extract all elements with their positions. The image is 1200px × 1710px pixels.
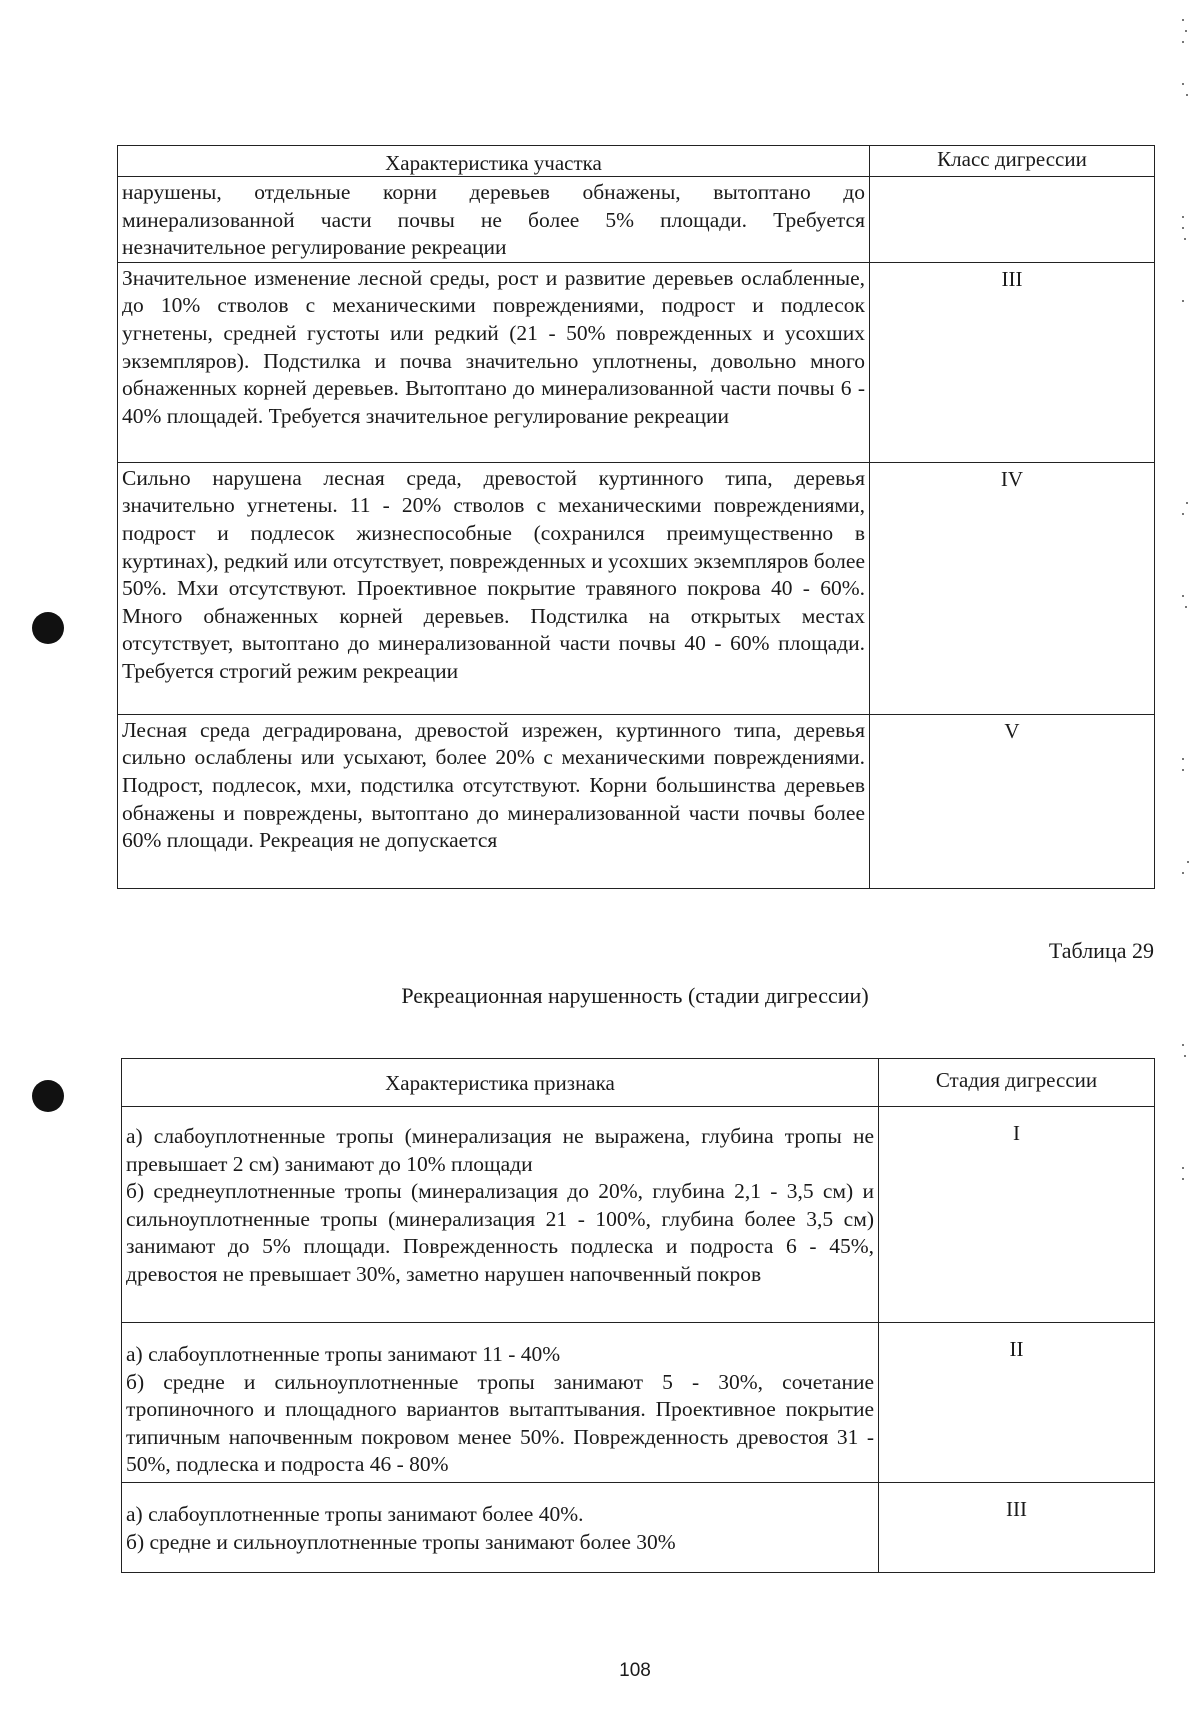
row-item-b: б) средне и сильноуплотненные тропы занимают 5 - 30%, сочетание тропиночного и площадного вариантов вытаптывания. Проективное покрытие типичным напочвенным покровом менее 50%. Поврежденность древостоя 31 - 50%, подлеска и подроста 46 - 80% [126, 1369, 874, 1477]
table-row [118, 262, 1155, 462]
table-number-label: Таблица 29 [1048, 938, 1154, 963]
scan-noise-right [1178, 10, 1192, 1700]
row-description: Лесная среда деградирована, древостой изрежен, куртинного типа, деревья сильно ослаблены или усыхают, более 20% с механическими повреждениями. Подрост, подлесок, мхи, подстилка отсутствуют. Корни большинства деревьев обнажены и повреждены, вытоптано до минерализованной части почвы более 60% площади. Рекреация не допускается [122, 717, 865, 853]
table-row [122, 1323, 1155, 1483]
column-header-feature: Характеристика признака [122, 1059, 879, 1107]
column-header-characteristic: Характеристика участка [118, 146, 870, 177]
row-class: IV [1000, 466, 1024, 491]
column-header-stage: Стадия дигрессии [879, 1059, 1155, 1107]
row-item-b: б) средне и сильноуплотненные тропы занимают более 30% [126, 1529, 676, 1554]
table-header-row [118, 146, 1155, 177]
row-item-b: б) среднеуплотненные тропы (минерализация до 20%, глубина 2,1 - 3,5 см) и сильноуплотненные тропы (минерализация 21 - 100%, глубина более 3,5 см) занимают до 5% площади. Поврежденность подлеска и подроста 6 - 45%, древостоя не превышает 30%, заметно нарушен напочвенный покров [126, 1179, 874, 1286]
table-row [118, 462, 1155, 714]
row-stage: II [1009, 1337, 1024, 1361]
row-item-a: а) слабоуплотненные тропы занимают более 40%. [126, 1502, 584, 1526]
digression-class-table [117, 145, 1155, 889]
row-description: нарушены, отдельные корни деревьев обнажены, вытоптано до минерализованной части почвы не более 5% площади. Требуется незначительное регулирование рекреации [122, 180, 865, 260]
row-description: Значительное изменение лесной среды, рост и развитие деревьев ослабленные, до 10% стволов с механическими повреждениями, подрост и подлесок угнетены, средней густоты или редкий (21 - 50% поврежденных и усохших экземпляров). Подстилка и почва значительно уплотнены, довольно много обнаженных корней деревьев. Вытоптано до минерализованной части почвы 6 - 40% площадей. Требуется значительное регулирование рекреации [122, 265, 865, 428]
row-stage: III [1006, 1497, 1027, 1521]
digression-stage-table [121, 1058, 1155, 1573]
table-title: Рекреационная нарушенность (стадии дигрессии) [401, 983, 869, 1008]
row-stage: I [1013, 1121, 1020, 1145]
punch-hole-bottom [32, 1080, 64, 1112]
page-number: 108 [619, 1660, 651, 1681]
row-description: Сильно нарушена лесная среда, древостой куртинного типа, деревья значительно угнетены. 11 - 20% стволов с механическими повреждениями, подрост и подлесок жизнеспособные (сохранился преимущественно в куртинах), редкий или отсутствует, поврежденных и усохших экземпляров более 50%. Мхи отсутствуют. Проективное покрытие травяного покрова 40 - 60%. Много обнаженных корней деревьев. Подстилка на открытых местах отсутствует, вытоптано до минерализованной части почвы 40 - 60% площади. Требуется строгий режим рекреации [122, 465, 865, 683]
table-row [122, 1483, 1155, 1573]
row-class: III [1001, 266, 1023, 291]
table-row [118, 714, 1155, 888]
column-header-class: Класс дигрессии [870, 146, 1155, 177]
punch-hole-top [32, 612, 64, 644]
table-header-row [122, 1059, 1155, 1107]
row-class: V [1004, 718, 1020, 743]
row-item-a: а) слабоуплотненные тропы занимают 11 - 40% [126, 1342, 561, 1366]
row-item-a: а) слабоуплотненные тропы (минерализация не выражена, глубина тропы не превышает 2 см) занимают до 10% площади [126, 1124, 874, 1176]
table-row [122, 1107, 1155, 1323]
table-row [118, 177, 1155, 263]
row-class [870, 177, 1154, 181]
